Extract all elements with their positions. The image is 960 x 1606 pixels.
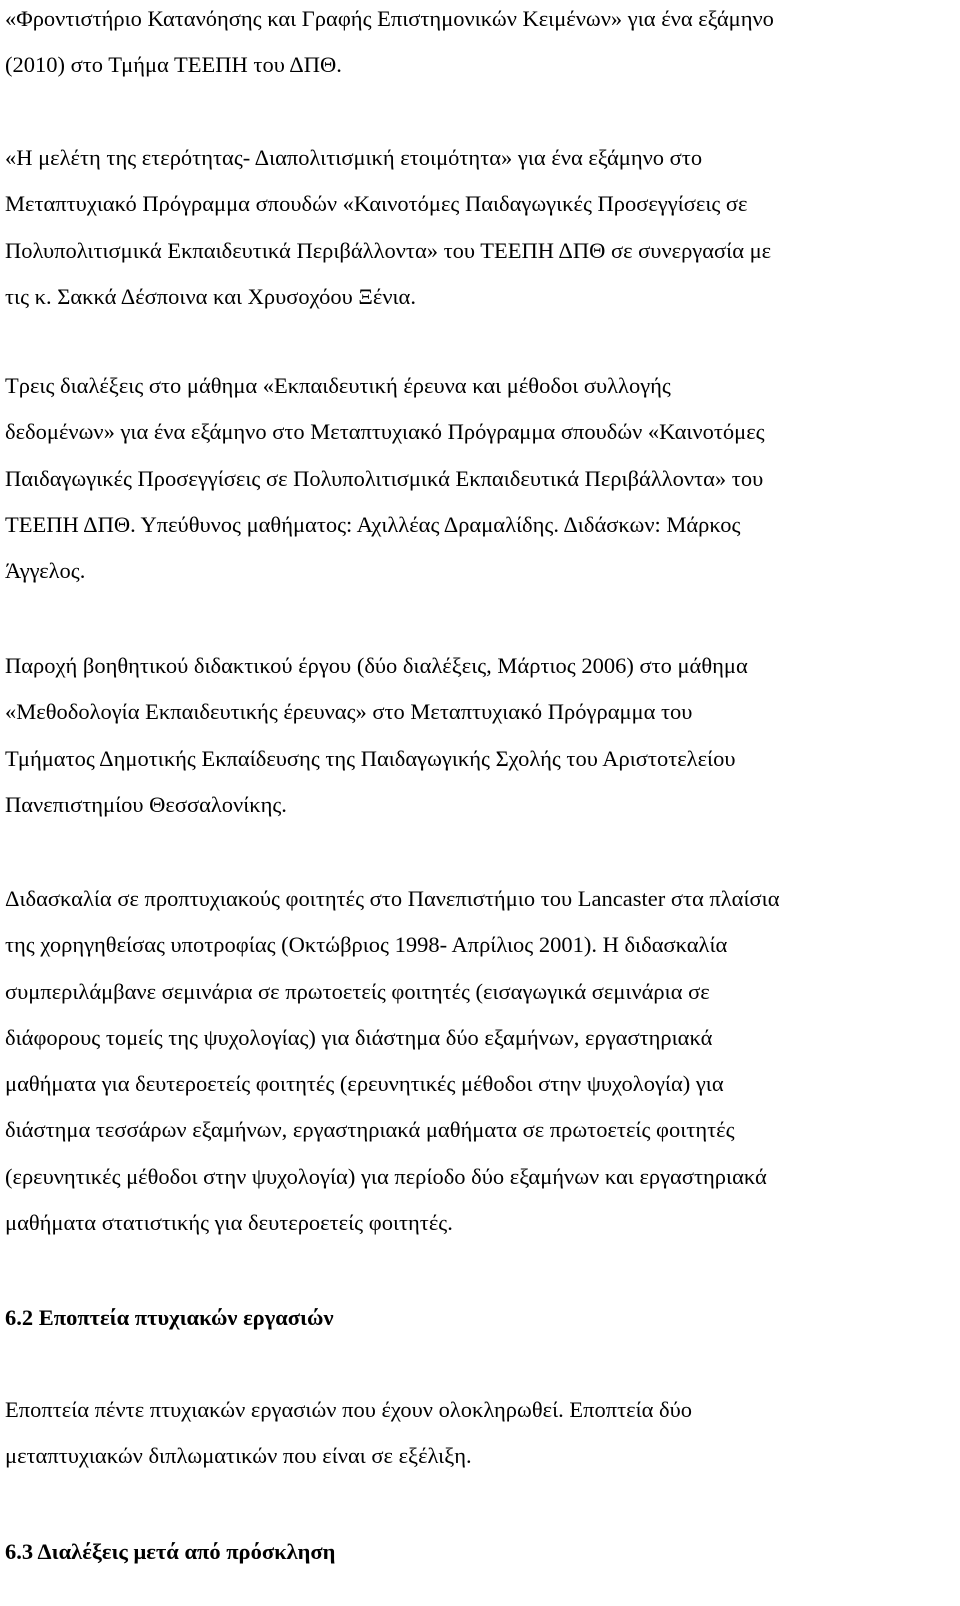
text-line: τις κ. Σακκά Δέσποινα και Χρυσοχόου Ξένια. — [5, 283, 416, 309]
text-line: μαθήματα για δευτεροετείς φοιτητές (ερευνητικές μέθοδοι στην ψυχολογία) για — [5, 1071, 724, 1097]
text-line: «Η μελέτη της ετερότητας- Διαπολιτισμική ετοιμότητα» για ένα εξάμηνο στο — [5, 145, 703, 170]
text-line: (2010) στο Τμήμα ΤΕΕΠΗ του ΔΠΘ. — [5, 52, 342, 78]
text-line: ΤΕΕΠΗ ΔΠΘ. Υπεύθυνος μαθήματος: Αχιλλέας Δραμαλίδης. Διδάσκων: Μάρκος — [5, 511, 741, 537]
paragraph-lancaster-teaching — [0, 876, 787, 1246]
text-line: Παιδαγωγικές Προσεγγίσεις σε Πολυπολιτισμικά Εκπαιδευτικά Περιβάλλοντα» του — [5, 465, 764, 491]
text-line: Τμήματος Δημοτικής Εκπαίδευσης της Παιδαγωγικής Σχολής του Αριστοτελείου — [5, 745, 736, 771]
text-line: συμπεριλάμβανε σεμινάρια σε πρωτοετείς φοιτητές (εισαγωγικά σεμινάρια σε — [5, 978, 710, 1004]
paragraph-diversity-course — [0, 135, 779, 320]
section-heading-6-2: 6.2 Εποπτεία πτυχιακών εργασιών — [5, 1305, 334, 1330]
text-line: «Μεθοδολογία Εκπαιδευτικής έρευνας» στο Μεταπτυχιακό Πρόγραμμα του — [5, 699, 693, 725]
text-line: Μεταπτυχιακό Πρόγραμμα σπουδών «Καινοτόμες Παιδαγωγικές Προσεγγίσεις σε — [5, 191, 748, 217]
text-line: της χορηγηθείσας υποτροφίας (Οκτώβριος 1998- Απρίλιος 2001). Η διδασκαλία — [5, 932, 728, 958]
text-line: Τρεις διαλέξεις στο μάθημα «Εκπαιδευτική έρευνα και μέθοδοι συλλογής — [5, 373, 671, 398]
text-line: Παροχή βοηθητικού διδακτικού έργου (δύο διαλέξεις, Μάρτιος 2006) στο μάθημα — [5, 653, 748, 678]
text-line: μεταπτυχιακών διπλωματικών που είναι σε εξέλιξη. — [5, 1443, 472, 1469]
paragraph-tutorial-2010 — [0, 0, 782, 89]
text-line: Εποπτεία πέντε πτυχιακών εργασιών που έχουν ολοκληρωθεί. Εποπτεία δύο — [5, 1397, 693, 1422]
text-line: Άγγελος. — [5, 558, 86, 584]
paragraph-three-lectures — [0, 363, 773, 594]
text-line: δεδομένων» για ένα εξάμηνο στο Μεταπτυχιακό Πρόγραμμα σπουδών «Καινοτόμες — [5, 419, 765, 445]
paragraph-thesis-supervision — [0, 1387, 700, 1480]
text-line: μαθήματα στατιστικής για δευτεροετείς φοιτητές. — [5, 1210, 453, 1236]
text-line: Πολυπολιτισμικά Εκπαιδευτικά Περιβάλλοντα» του ΤΕΕΠΗ ΔΠΘ σε συνεργασία με — [5, 237, 772, 263]
text-line: διάστημα τεσσάρων εξαμήνων, εργαστηριακά μαθήματα σε πρωτοετείς φοιτητές — [5, 1117, 735, 1143]
paragraph-auxiliary-teaching — [0, 643, 756, 828]
section-heading-6-3: 6.3 Διαλέξεις μετά από πρόσκληση — [5, 1539, 336, 1564]
text-line: «Φροντιστήριο Κατανόησης και Γραφής Επιστημονικών Κειμένων» για ένα εξάμηνο — [5, 6, 774, 31]
text-line: διάφορους τομείς της ψυχολογίας) για διάστημα δύο εξαμήνων, εργαστηριακά — [5, 1024, 713, 1050]
text-line: (ερευνητικές μέθοδοι στην ψυχολογία) για περίοδο δύο εξαμήνων και εργαστηριακά — [5, 1163, 767, 1189]
text-line: Διδασκαλία σε προπτυχιακούς φοιτητές στο Πανεπιστήμιο του Lancaster στα πλαίσια — [5, 886, 780, 911]
text-line: Πανεπιστημίου Θεσσαλονίκης. — [5, 791, 287, 817]
